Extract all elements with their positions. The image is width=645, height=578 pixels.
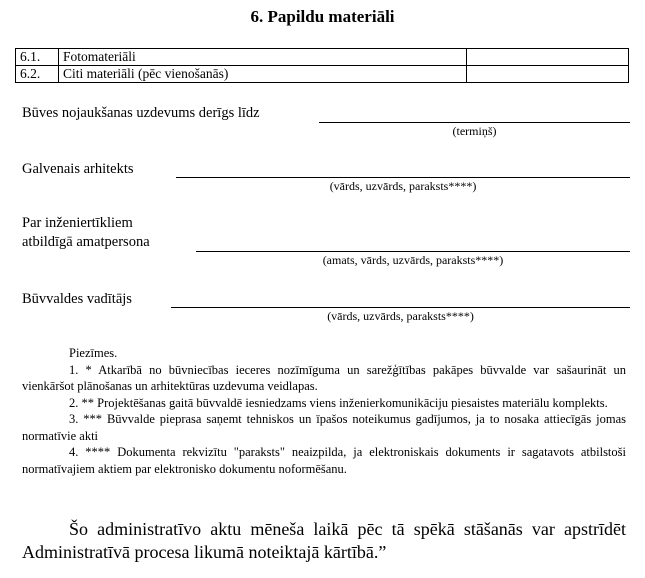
chief-architect-hint: (vārds, uzvārds, paraksts****) <box>329 179 477 193</box>
table-row <box>16 49 629 66</box>
closing-statement: Šo administratīvo aktu mēneša laikā pēc tā spēkā stāšanās var apstrīdēt Administratīvā procesa likumā noteiktajā kārtībā.” <box>22 519 626 562</box>
building-authority-head-label: Būvvaldes vadītājs <box>22 291 132 307</box>
valid-until-line[interactable] <box>319 122 630 123</box>
building-authority-head-hint: (vārds, uzvārds, paraksts****) <box>327 309 474 323</box>
engineering-official-line[interactable] <box>196 251 630 252</box>
valid-until-label: Būves nojaukšanas uzdevums derīgs līdz <box>22 105 260 121</box>
engineering-official-label-2: atbildīgā amatpersona <box>22 234 150 250</box>
section-title: 6. Papildu materiāli <box>250 7 395 26</box>
note-item: 4. **** Dokumenta rekvizītu "paraksts" neaizpilda, ja elektroniskais dokuments ir sagatavots atbilstoši normatīvajiem aktiem par elektronisko dokumentu noformēšanu. <box>22 445 626 476</box>
row-number: 6.1. <box>16 49 59 66</box>
materials-table <box>15 48 629 83</box>
notes-block <box>22 345 626 477</box>
row-number: 6.2. <box>16 66 59 83</box>
chief-architect-label: Galvenais arhitekts <box>22 161 134 177</box>
note-item: 3. *** Būvvalde pieprasa saņemt tehniskos un īpašos noteikumus gadījumos, ja to nosaka attiecīgās jomas normatīvie akti <box>22 412 626 443</box>
valid-until-hint: (termiņš) <box>452 124 497 138</box>
table-row <box>16 66 629 83</box>
building-authority-head-line[interactable] <box>171 307 630 308</box>
notes-heading: Piezīmes. <box>69 346 118 360</box>
note-item: 1. * Atkarībā no būvniecības ieceres nozīmīguma un sarežģītības pakāpes būvvalde var sašaurināt un vienkāršot plānošanas un arhitektūras uzdevuma veidlapas. <box>22 362 626 393</box>
row-value <box>467 49 629 66</box>
row-label: Citi materiāli (pēc vienošanās) <box>59 66 467 83</box>
row-label: Fotomateriāli <box>59 49 467 66</box>
engineering-official-hint: (amats, vārds, uzvārds, paraksts****) <box>322 253 504 267</box>
engineering-official-label-1: Par inženiertīkliem <box>22 215 133 231</box>
row-value <box>467 66 629 83</box>
note-item: 2. ** Projektēšanas gaitā būvvaldē iesniedzams viens inženierkomunikāciju piesaistes materiālu komplekts. <box>69 395 608 410</box>
chief-architect-line[interactable] <box>176 177 630 178</box>
